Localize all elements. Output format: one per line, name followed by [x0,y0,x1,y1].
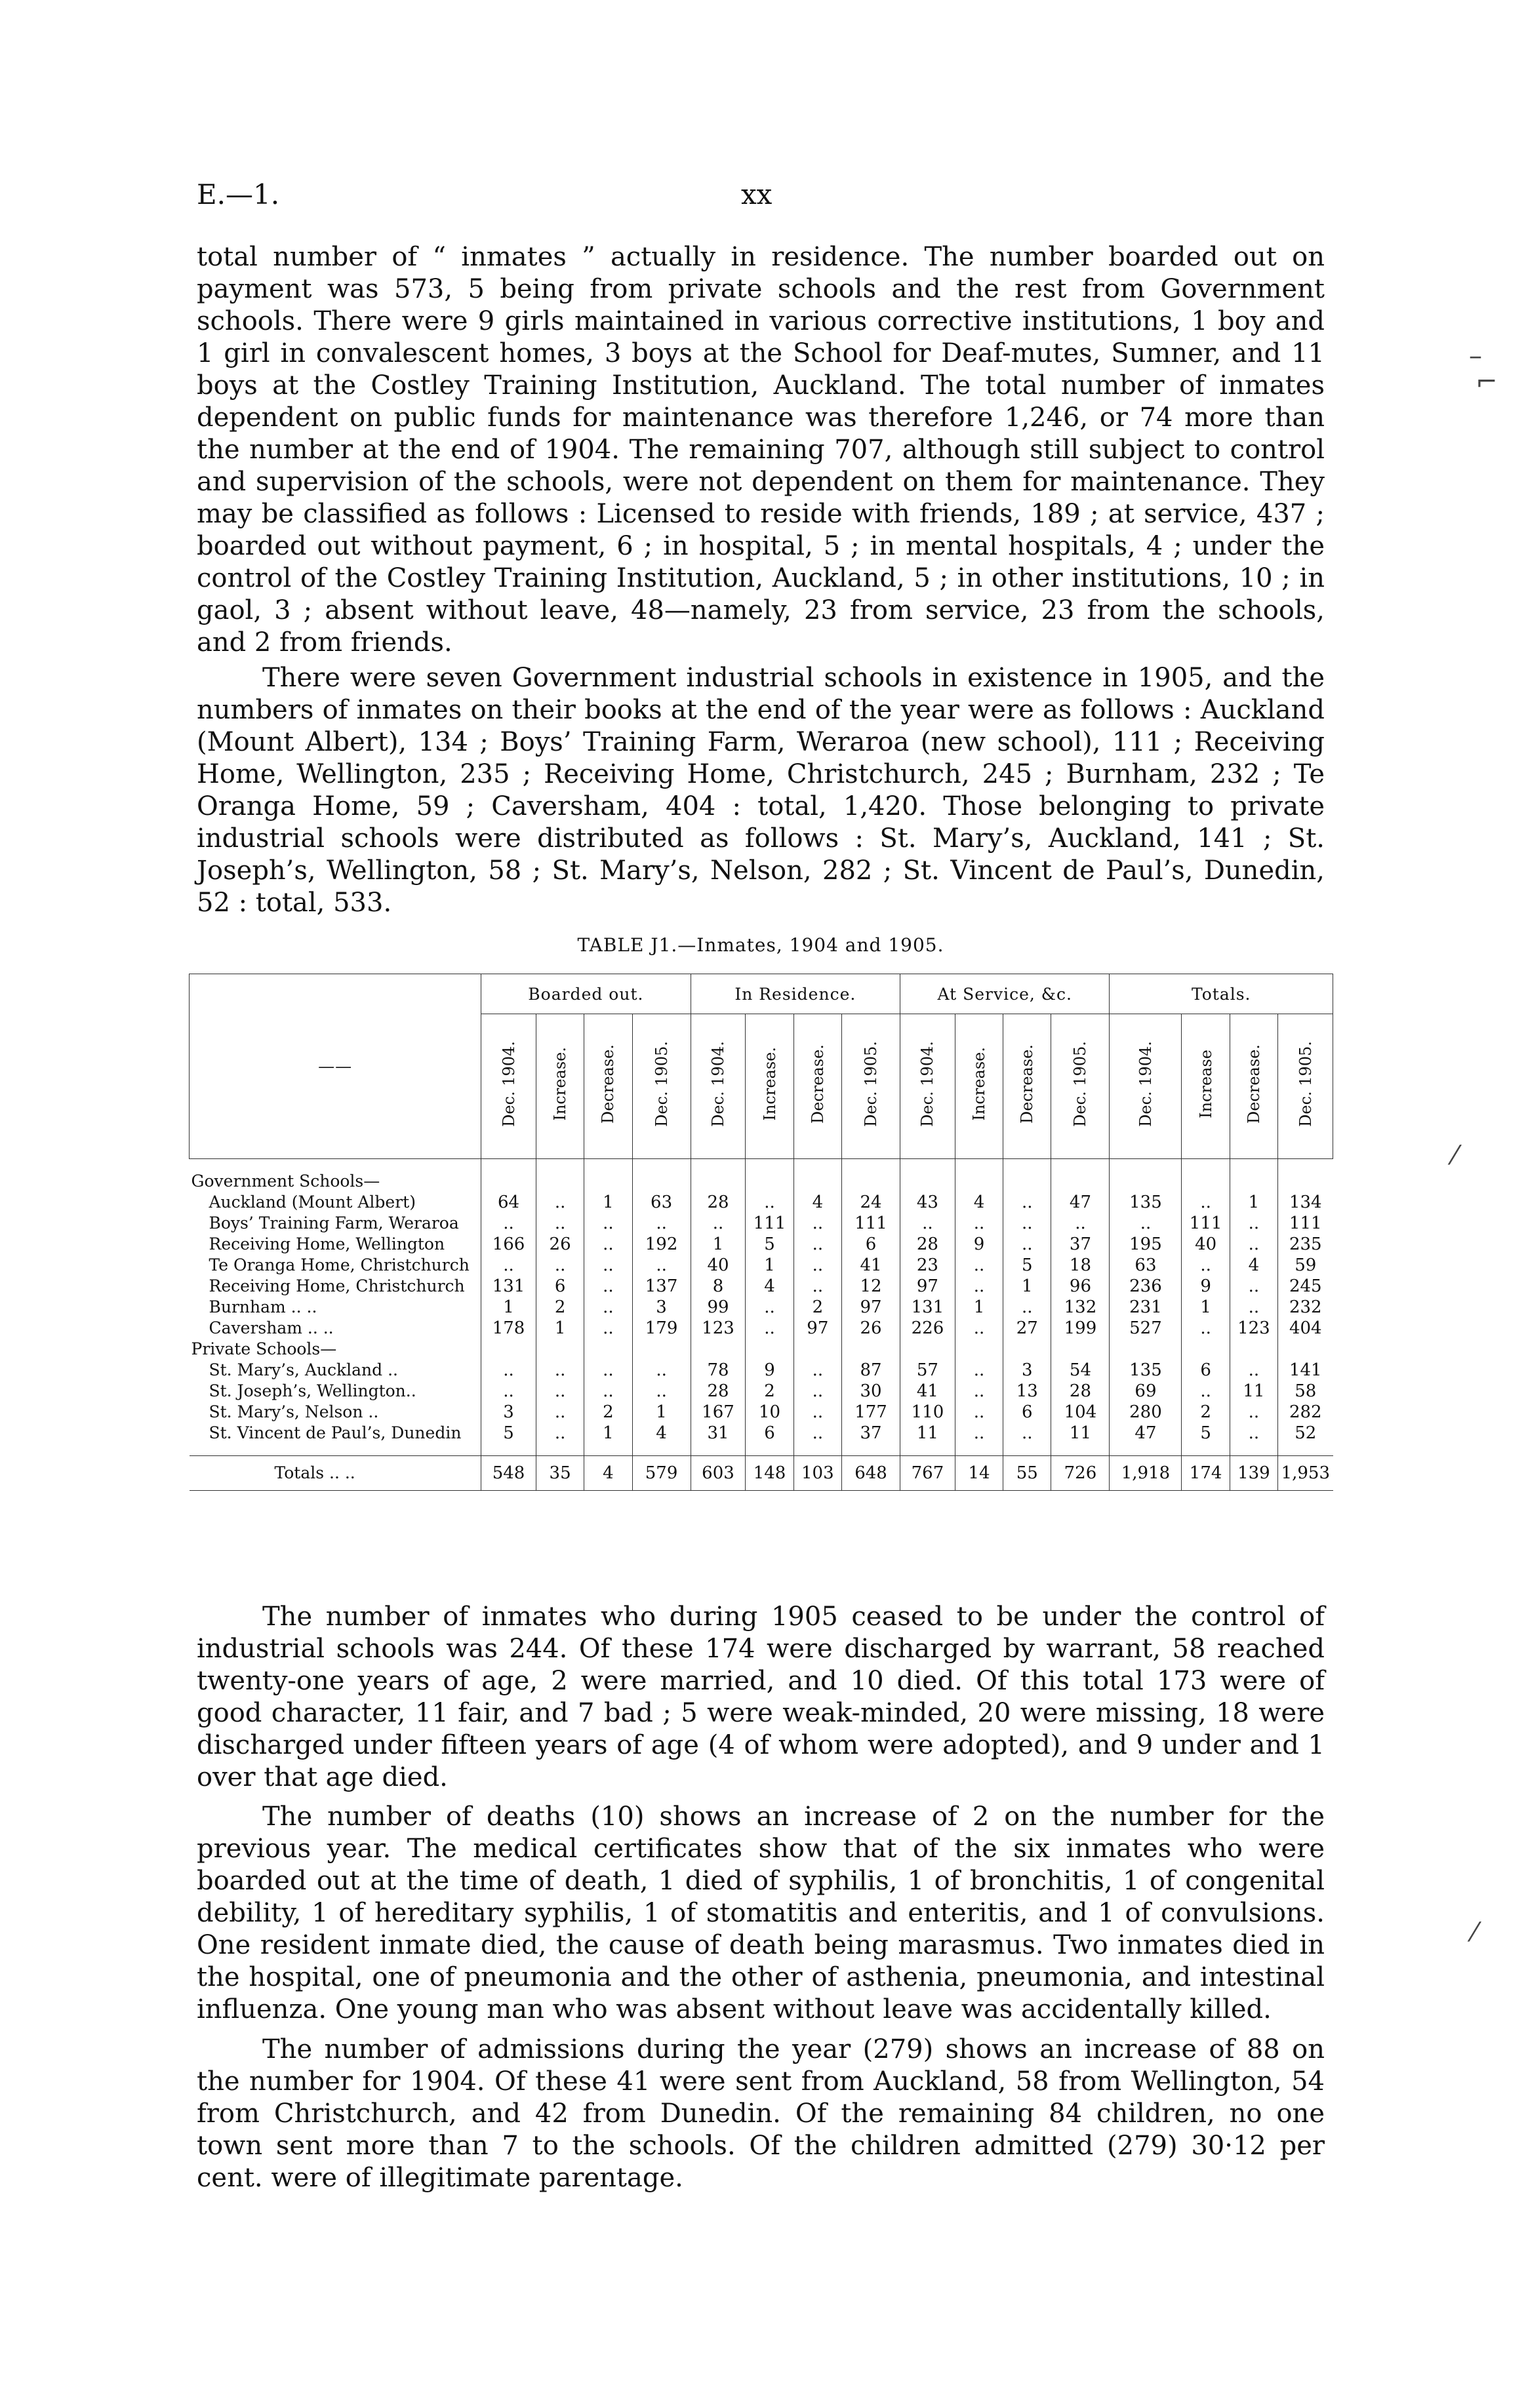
table-cell: 63 [632,1192,691,1213]
table-cell: .. [481,1360,536,1381]
table-cell: 148 [746,1456,793,1491]
totals-row [190,1456,1333,1491]
table-cell: 131 [481,1276,536,1297]
table-cell: .. [1230,1360,1277,1381]
paragraph-admissions: The number of admissions during the year (279) shows an increase of 88 on the number for 1904. Of these 41 were sent from Auckland, 58 from Wellington, 54 from Christchurch, and 42 from Dunedin. Of the remaining 84 children, no one town sent more than 7 to the schools. Of the children admitted (279) 30·12 per cent. were of illegitimate parentage. [197,2034,1325,2193]
table-cell: 6 [842,1234,900,1255]
table-cell: .. [584,1234,632,1255]
table-cell: .. [955,1381,1003,1402]
table-cell: 2 [1182,1402,1230,1423]
table-cell: 58 [1278,1381,1333,1402]
col-header: Dec. 1905. [1278,1014,1333,1159]
table-cell: .. [955,1360,1003,1381]
table-cell: 111 [842,1213,900,1234]
margin-pencil-mark: – [1469,341,1482,371]
table-row [190,1276,1333,1297]
table-cell: 24 [842,1192,900,1213]
table-cell: .. [691,1213,746,1234]
section-row [190,1339,1333,1360]
row-label: Auckland (Mount Albert) [209,1193,416,1212]
table-cell: 4 [746,1276,793,1297]
table-spacer-row [190,1444,1333,1456]
table-cell: .. [793,1213,841,1234]
table-cell: 97 [793,1318,841,1339]
table-cell: 111 [1182,1213,1230,1234]
table-cell: .. [632,1255,691,1276]
section-government-label: Government Schools— [191,1172,380,1191]
table-cell: .. [793,1255,841,1276]
table-cell: 6 [1182,1360,1230,1381]
paragraph-inmates-residence: total number of “ inmates ” actually in residence. The number boarded out on payment was 573, 5 being from private schools and the rest from Government schools. There were 9 girls maintained in various corrective institutions, 1 boy and 1 girl in convalescent homes, 3 boys at the School for Deaf-mutes, Sumner, and 11 boys at the Costley Training Institution, Auckland. The total number of inmates dependent on public funds for maintenance was therefore 1,246, or 74 more than the number at the end of 1904. The remaining 707, although still subject to control and supervision of the schools, were not dependent on them for maintenance. They may be classified as follows : Licensed to reside with friends, 189 ; at service, 437 ; boarded out without payment, 6 ; in hospital, 5 ; in mental hospitals, 4 ; under the control of the Costley Training Institution, Auckland, 5 ; in other institutions, 10 ; in gaol, 3 ; absent without leave, 48—namely, 23 from service, 23 from the schools, and 2 from friends. [197,242,1325,658]
col-header: Increase. [536,1014,584,1159]
table-cell: 1 [584,1423,632,1444]
table-cell: 64 [481,1192,536,1213]
table-cell: 41 [842,1255,900,1276]
table-cell: .. [481,1255,536,1276]
table-row [190,1423,1333,1444]
table-cell: .. [1003,1213,1051,1234]
table-cell: 131 [900,1297,955,1318]
table-cell: .. [584,1255,632,1276]
table-cell: 96 [1051,1276,1110,1297]
col-header: Increase. [955,1014,1003,1159]
table-cell: 111 [746,1213,793,1234]
table-cell: 4 [632,1423,691,1444]
table-cell: 103 [793,1456,841,1491]
table-cell: .. [481,1213,536,1234]
table-cell: 3 [632,1297,691,1318]
table-cell: 1 [1003,1276,1051,1297]
table-cell: 28 [691,1381,746,1402]
table-cell: 9 [955,1234,1003,1255]
table-cell: 28 [900,1234,955,1255]
table-cell: 1,918 [1110,1456,1182,1491]
table-cell: .. [793,1234,841,1255]
table-row [190,1318,1333,1339]
table-cell: .. [536,1402,584,1423]
table-cell: 1 [481,1297,536,1318]
table-cell: 648 [842,1456,900,1491]
table-row [190,1255,1333,1276]
row-label: Caversham .. .. [209,1318,334,1337]
table-cell: .. [536,1423,584,1444]
table-cell: .. [1051,1213,1110,1234]
table-cell: 40 [1182,1234,1230,1255]
table-cell: .. [1003,1234,1051,1255]
table-cell: 57 [900,1360,955,1381]
table-cell: .. [1182,1255,1230,1276]
row-label: Boys’ Training Farm, Weraroa [209,1214,459,1233]
paragraph-deaths: The number of deaths (10) shows an increase of 2 on the number for the previous year. The medical certificates show that of the six inmates who were boarded out at the time of death, 1 died of syphilis, 1 of bronchitis, 1 of congenital debility, 1 of hereditary syphilis, 1 of stomatitis and enteritis, and 1 of convulsions. One resident inmate died, the cause of death being marasmus. Two inmates died in the hospital, one of pneumonia and the other of asthenia, pneumonia, and intestinal influenza. One young man who was absent without leave was accidentally killed. [197,1802,1325,2024]
table-cell: 6 [746,1423,793,1444]
table-cell: 199 [1051,1318,1110,1339]
table-cell: 99 [691,1297,746,1318]
col-header: Dec. 1905. [842,1014,900,1159]
table-cell: 9 [746,1360,793,1381]
table-cell: 3 [1003,1360,1051,1381]
row-label: St. Joseph’s, Wellington.. [209,1381,416,1400]
group-totals: Totals. [1110,974,1333,1014]
table-cell: .. [1230,1234,1277,1255]
table-cell: 5 [1182,1423,1230,1444]
table-cell: 10 [746,1402,793,1423]
group-at-service: At Service, &c. [900,974,1110,1014]
col-header: Dec. 1904. [900,1014,955,1159]
table-cell: 134 [1278,1192,1333,1213]
table-cell: 28 [691,1192,746,1213]
table-cell: 603 [691,1456,746,1491]
table-cell: .. [1230,1423,1277,1444]
table-cell: 26 [842,1318,900,1339]
table-cell: .. [1182,1381,1230,1402]
table-cell: .. [1230,1276,1277,1297]
table-cell: 27 [1003,1318,1051,1339]
table-cell: 37 [1051,1234,1110,1255]
table-cell: 104 [1051,1402,1110,1423]
table-cell: 5 [1003,1255,1051,1276]
table-cell: 6 [1003,1402,1051,1423]
section-private-label: Private Schools— [191,1339,337,1358]
table-cell: 52 [1278,1423,1333,1444]
table-cell: 78 [691,1360,746,1381]
table-cell: 4 [584,1456,632,1491]
stub-header: —— [190,974,481,1159]
row-label: Burnham .. .. [209,1297,317,1316]
table-cell: .. [1003,1297,1051,1318]
table-cell: 135 [1110,1360,1182,1381]
table-cell: 12 [842,1276,900,1297]
table-cell: .. [793,1276,841,1297]
table-cell: 235 [1278,1234,1333,1255]
page-number: xx [741,178,773,210]
table-cell: 28 [1051,1381,1110,1402]
table-cell: 174 [1182,1456,1230,1491]
table-cell: 167 [691,1402,746,1423]
row-label: Receiving Home, Wellington [209,1234,445,1253]
table-cell: .. [746,1297,793,1318]
group-in-residence: In Residence. [691,974,900,1014]
table-cell: .. [1230,1297,1277,1318]
col-header: Decrease. [793,1014,841,1159]
margin-pencil-mark: ⁄ [1472,1918,1477,1948]
table-cell: 579 [632,1456,691,1491]
table-cell: .. [793,1381,841,1402]
table-cell: 4 [793,1192,841,1213]
table-cell: 178 [481,1318,536,1339]
table-cell: 280 [1110,1402,1182,1423]
table-cell: .. [955,1255,1003,1276]
table-cell: 47 [1110,1423,1182,1444]
table-cell: 4 [955,1192,1003,1213]
table-cell: 2 [746,1381,793,1402]
table-cell: .. [955,1276,1003,1297]
table-cell: 26 [536,1234,584,1255]
table-cell: 9 [1182,1276,1230,1297]
table-cell: .. [536,1192,584,1213]
table-cell: .. [793,1402,841,1423]
table-cell: .. [1003,1423,1051,1444]
page-header [197,178,1331,218]
table-cell: 1,953 [1278,1456,1333,1491]
table-cell: .. [793,1360,841,1381]
table-cell: 55 [1003,1456,1051,1491]
table-cell: .. [584,1318,632,1339]
table-cell: .. [1182,1192,1230,1213]
table-cell: .. [584,1360,632,1381]
table-cell: 177 [842,1402,900,1423]
table-cell: 13 [1003,1381,1051,1402]
table-cell: 11 [900,1423,955,1444]
table-cell: .. [1182,1318,1230,1339]
table-cell: 1 [632,1402,691,1423]
table-cell: .. [955,1213,1003,1234]
table-cell: 548 [481,1456,536,1491]
table-cell: 111 [1278,1213,1333,1234]
table-cell: 137 [632,1276,691,1297]
table-cell: 18 [1051,1255,1110,1276]
table-cell: 8 [691,1276,746,1297]
table-cell: 5 [481,1423,536,1444]
table-cell: 1 [691,1234,746,1255]
table-cell: 226 [900,1318,955,1339]
table-cell: .. [584,1276,632,1297]
table-row [190,1381,1333,1402]
table-cell: 1 [955,1297,1003,1318]
table-cell: .. [632,1381,691,1402]
table-cell: 4 [1230,1255,1277,1276]
table-cell: 3 [481,1402,536,1423]
table-cell: 2 [793,1297,841,1318]
table-cell: .. [536,1381,584,1402]
table-cell: 141 [1278,1360,1333,1381]
table-cell: 232 [1278,1297,1333,1318]
table-cell: .. [746,1192,793,1213]
table-cell: .. [1230,1213,1277,1234]
table-cell: 767 [900,1456,955,1491]
table-row [190,1213,1333,1234]
table-cell: .. [1230,1402,1277,1423]
table-cell: 14 [955,1456,1003,1491]
table-cell: 2 [584,1402,632,1423]
table-cell: 282 [1278,1402,1333,1423]
section-row [190,1171,1333,1192]
col-header: Dec. 1905. [632,1014,691,1159]
table-cell: 195 [1110,1234,1182,1255]
col-header: Dec. 1904. [481,1014,536,1159]
table-cell: 166 [481,1234,536,1255]
table-cell: 527 [1110,1318,1182,1339]
table-cell: 1 [584,1192,632,1213]
table-cell: .. [536,1213,584,1234]
table-cell: 63 [1110,1255,1182,1276]
col-header: Dec. 1904. [691,1014,746,1159]
col-header: Decrease. [1003,1014,1051,1159]
paragraph-industrial-schools: There were seven Government industrial schools in existence in 1905, and the numbers of inmates on their books at the end of the year were as follows : Auckland (Mount Albert), 134 ; Boys’ Training Farm, Weraroa (new school), 111 ; Receiving Home, Wellington, 235 ; Receiving Home, Christchurch, 245 ; Burnham, 232 ; Te Oranga Home, 59 ; Caversham, 404 : total, 1,420. Those belonging to private industrial schools were distributed as follows : St. Mary’s, Auckland, 141 ; St. Joseph’s, Wellington, 58 ; St. Mary’s, Nelson, 282 ; St. Vincent de Paul’s, Dunedin, 52 : total, 533. [197,663,1325,918]
table-cell: 59 [1278,1255,1333,1276]
table-cell: 404 [1278,1318,1333,1339]
table-cell: 1 [746,1255,793,1276]
table-cell: 35 [536,1456,584,1491]
table-cell: .. [1110,1213,1182,1234]
table-cell: 40 [691,1255,746,1276]
table-cell: .. [536,1360,584,1381]
table-cell: 11 [1230,1381,1277,1402]
table-cell: 11 [1051,1423,1110,1444]
table-cell: 97 [842,1297,900,1318]
col-header: Dec. 1905. [1051,1014,1110,1159]
table-cell: 47 [1051,1192,1110,1213]
table-cell: .. [1003,1192,1051,1213]
table-cell: 139 [1230,1456,1277,1491]
table-cell: .. [955,1423,1003,1444]
table-cell: .. [481,1381,536,1402]
table-caption: TABLE J1.—Inmates, 1904 and 1905. [577,934,944,956]
col-header: Increase [1182,1014,1230,1159]
table-cell: 54 [1051,1360,1110,1381]
table-cell: 87 [842,1360,900,1381]
table-spacer-row [190,1159,1333,1172]
table-cell: 23 [900,1255,955,1276]
table-cell: 110 [900,1402,955,1423]
inmates-table-wrapper [189,974,1333,1491]
table-cell: 1 [1182,1297,1230,1318]
table-cell: 30 [842,1381,900,1402]
col-header: Dec. 1904. [1110,1014,1182,1159]
table-cell: 726 [1051,1456,1110,1491]
row-label: St. Vincent de Paul’s, Dunedin [209,1423,462,1442]
table-cell: .. [900,1213,955,1234]
table-cell: 43 [900,1192,955,1213]
table-cell: 192 [632,1234,691,1255]
table-cell: 41 [900,1381,955,1402]
row-label: St. Mary’s, Nelson .. [209,1402,379,1421]
table-cell: 123 [1230,1318,1277,1339]
table-cell: 179 [632,1318,691,1339]
table-cell: .. [584,1297,632,1318]
group-boarded-out: Boarded out. [481,974,691,1014]
table-cell: 132 [1051,1297,1110,1318]
table-cell: .. [632,1360,691,1381]
table-cell: .. [955,1402,1003,1423]
table-row [190,1234,1333,1255]
table-row [190,1297,1333,1318]
table-cell: 2 [536,1297,584,1318]
table-cell: 245 [1278,1276,1333,1297]
table-cell: .. [584,1213,632,1234]
table-cell: 236 [1110,1276,1182,1297]
margin-pencil-mark: ⌐ [1476,367,1498,397]
inmates-table [189,974,1333,1491]
table-cell: 31 [691,1423,746,1444]
table-cell: 69 [1110,1381,1182,1402]
table-cell: 1 [1230,1192,1277,1213]
table-cell: .. [955,1318,1003,1339]
table-cell: .. [536,1255,584,1276]
table-cell: 37 [842,1423,900,1444]
table-cell: 5 [746,1234,793,1255]
row-label: Totals .. .. [190,1456,481,1491]
table-cell: .. [584,1381,632,1402]
table-cell: .. [632,1213,691,1234]
document-code: E.—1. [197,178,280,210]
table-cell: .. [746,1318,793,1339]
row-label: Te Oranga Home, Christchurch [209,1255,470,1274]
col-header: Increase. [746,1014,793,1159]
table-cell: 6 [536,1276,584,1297]
table-cell: 97 [900,1276,955,1297]
col-header: Decrease. [584,1014,632,1159]
row-label: St. Mary’s, Auckland .. [209,1360,398,1379]
table-cell: 231 [1110,1297,1182,1318]
paragraph-discharges: The number of inmates who during 1905 ceased to be under the control of industrial schools was 244. Of these 174 were discharged by warrant, 58 reached twenty-one years of age, 2 were married, and 10 died. Of this total 173 were of good character, 11 fair, and 7 bad ; 5 were weak-minded, 20 were missing, 18 were discharged under fifteen years of age (4 of whom were adopted), and 9 under and 1 over that age died. [197,1602,1325,1792]
margin-pencil-mark: ⁄ [1453,1141,1457,1171]
col-header: Decrease. [1230,1014,1277,1159]
table-row [190,1360,1333,1381]
table-row [190,1192,1333,1213]
table-cell: 1 [536,1318,584,1339]
table-row [190,1402,1333,1423]
table-cell: 123 [691,1318,746,1339]
table-cell: 135 [1110,1192,1182,1213]
table-cell: .. [793,1423,841,1444]
row-label: Receiving Home, Christchurch [209,1276,465,1295]
